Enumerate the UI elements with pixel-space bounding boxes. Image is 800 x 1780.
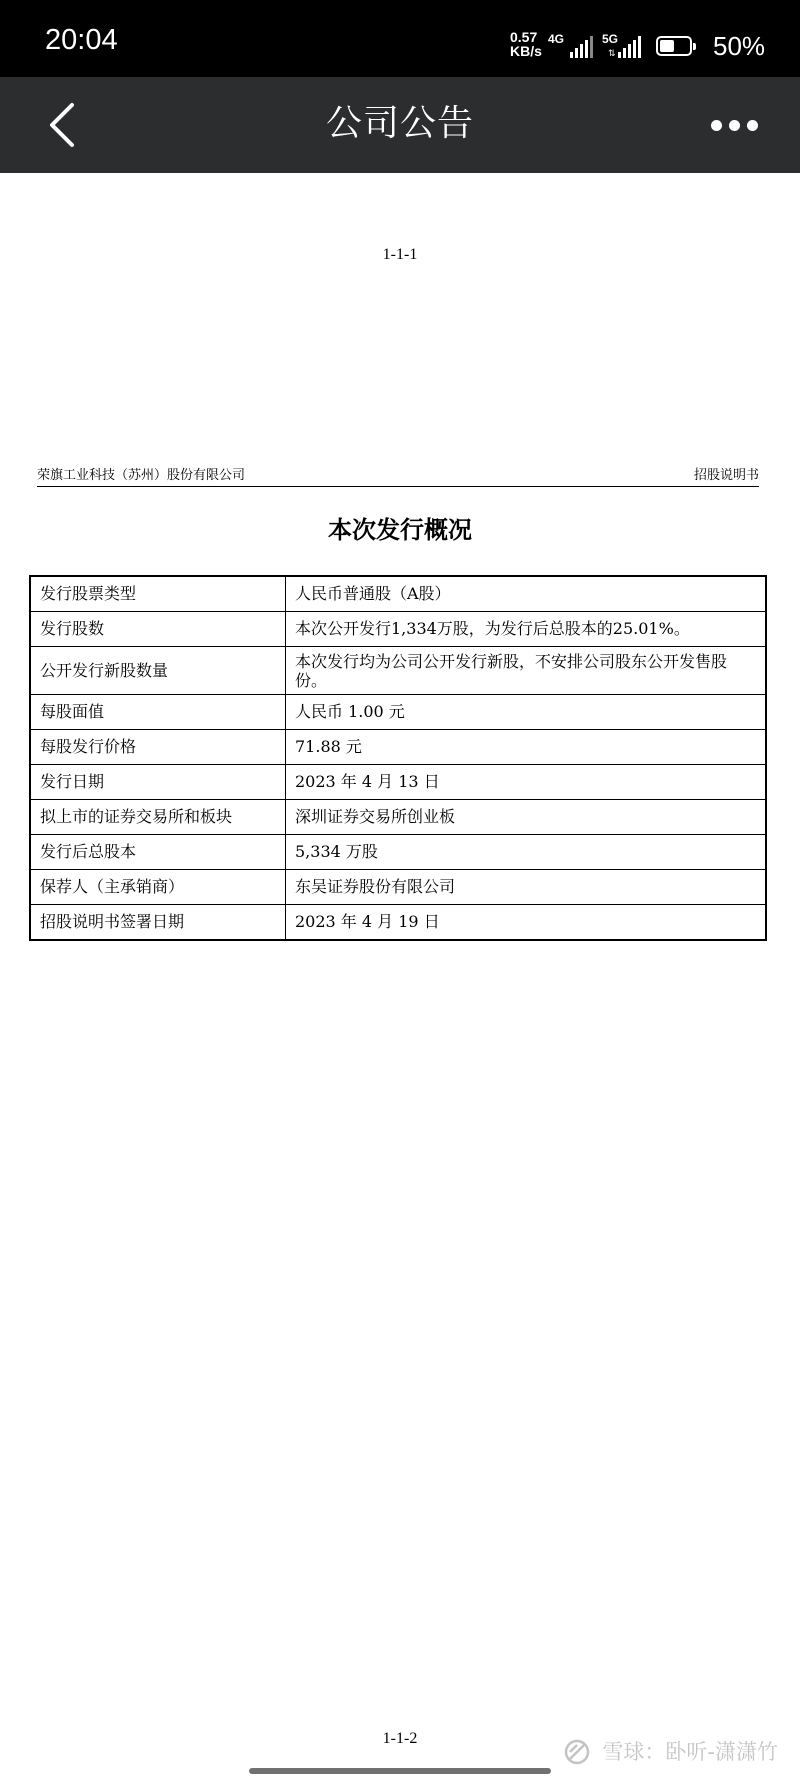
row-value: 人民币普通股（A股） <box>286 576 767 612</box>
row-value: 2023 年 4 月 13 日 <box>286 765 767 800</box>
page-number-bottom: 1-1-2 <box>382 1730 418 1747</box>
offering-summary-table <box>29 575 767 941</box>
table-row <box>30 870 766 905</box>
row-value: 本次公开发行1,334万股，为发行后总股本的25.01%。 <box>286 612 767 647</box>
signal-2-label: 5G <box>602 32 619 46</box>
xueqiu-logo-icon <box>564 1739 594 1765</box>
row-value: 人民币 1.00 元 <box>286 695 767 730</box>
battery-tip <box>693 43 696 50</box>
table-row <box>30 800 766 835</box>
page-number-top: 1-1-1 <box>382 246 418 263</box>
page-title: 公司公告 <box>325 103 474 144</box>
network-speed-value: 0.57 <box>510 29 538 45</box>
table-row <box>30 647 766 695</box>
row-label: 发行股数 <box>30 612 286 647</box>
table-row <box>30 576 766 612</box>
row-label: 发行后总股本 <box>30 835 286 870</box>
battery-percentage: 50% <box>713 31 766 61</box>
row-value: 东吴证券股份有限公司 <box>286 870 767 905</box>
table-row <box>30 695 766 730</box>
company-name: 荣旗工业科技（苏州）股份有限公司 <box>37 468 246 483</box>
row-value: 5,334 万股 <box>286 835 767 870</box>
row-value: 71.88 元 <box>286 730 767 765</box>
status-time: 20:04 <box>45 24 118 56</box>
row-label: 保荐人（主承销商） <box>30 870 286 905</box>
svg-text:⇅: ⇅ <box>608 48 616 58</box>
row-label: 每股发行价格 <box>30 730 286 765</box>
battery-level-fill <box>660 40 674 52</box>
nav-bar <box>0 77 800 173</box>
status-bar <box>0 0 800 77</box>
watermark <box>564 1738 778 1766</box>
signal-1-icon <box>570 36 594 58</box>
section-title: 本次发行概况 <box>328 516 472 544</box>
row-label: 招股说明书签署日期 <box>30 905 286 941</box>
document-type: 招股说明书 <box>693 468 759 483</box>
row-label: 发行日期 <box>30 765 286 800</box>
row-value: 深圳证券交易所创业板 <box>286 800 767 835</box>
battery-icon <box>656 36 692 56</box>
watermark-text: 雪球：卧听-潇潇竹 <box>602 1740 778 1764</box>
row-label: 每股面值 <box>30 695 286 730</box>
row-label: 发行股票类型 <box>30 576 286 612</box>
row-value: 2023 年 4 月 19 日 <box>286 905 767 941</box>
signal-2-icon <box>608 36 648 58</box>
table-row <box>30 765 766 800</box>
table-row <box>30 730 766 765</box>
network-speed-unit: KB/s <box>510 43 542 59</box>
row-label: 拟上市的证券交易所和板块 <box>30 800 286 835</box>
home-indicator[interactable] <box>249 1768 551 1774</box>
row-value: 本次发行均为公司公开发行新股，不安排公司股东公开发售股份。 <box>286 647 767 695</box>
signal-1-label: 4G <box>548 32 565 46</box>
more-options-button[interactable] <box>702 107 762 143</box>
network-speed <box>510 30 550 58</box>
row-label: 公开发行新股数量 <box>30 647 286 695</box>
table-row <box>30 905 766 941</box>
table-row <box>30 835 766 870</box>
document-viewer[interactable] <box>0 173 800 1780</box>
table-row <box>30 612 766 647</box>
document-header <box>37 460 759 487</box>
